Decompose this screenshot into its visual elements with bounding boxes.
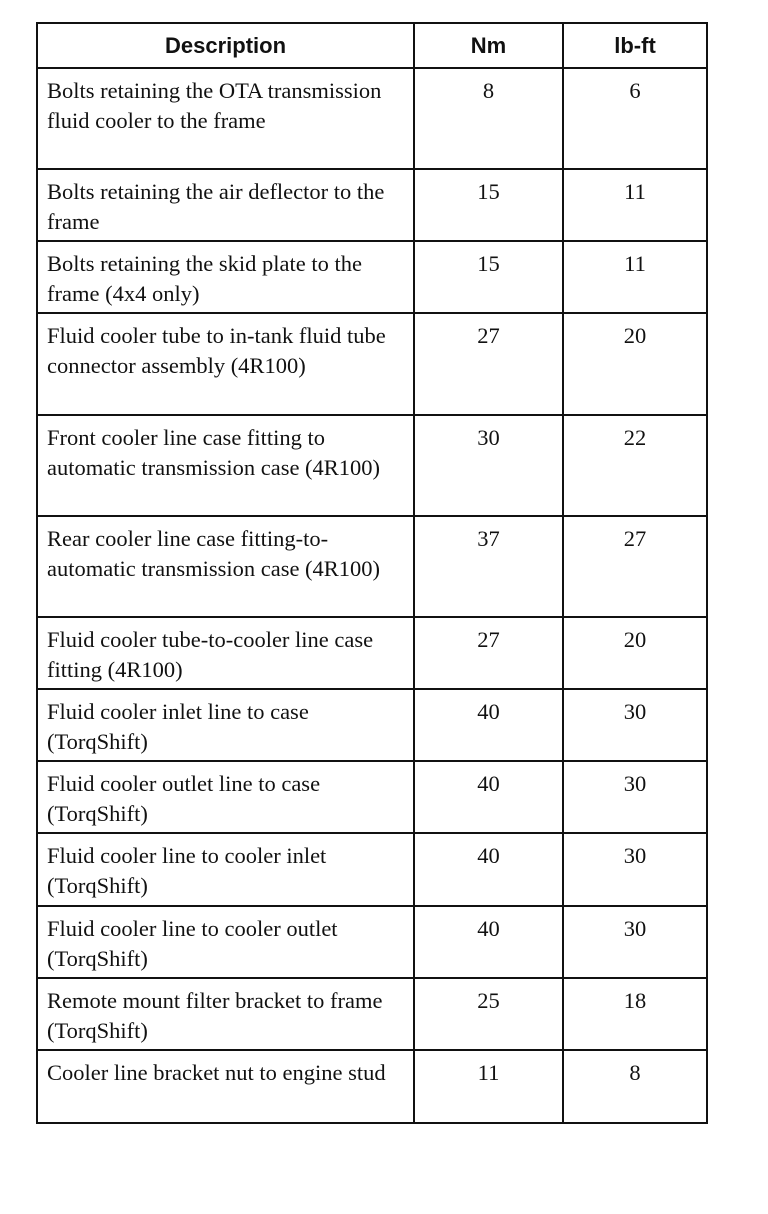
nm-cell: 30 — [414, 415, 563, 516]
table-row — [37, 241, 707, 313]
description-cell: Fluid cooler outlet line to case (TorqShift) — [37, 761, 414, 833]
nm-cell: 40 — [414, 761, 563, 833]
torque-specification-table — [36, 22, 708, 1124]
lbft-cell: 30 — [563, 906, 707, 978]
header-row — [37, 23, 707, 68]
description-cell: Bolts retaining the OTA transmission fluid cooler to the frame — [37, 68, 414, 169]
description-cell: Rear cooler line case fitting-to-automatic transmission case (4R100) — [37, 516, 414, 617]
header-nm: Nm — [414, 23, 563, 68]
table-row — [37, 68, 707, 169]
lbft-cell: 27 — [563, 516, 707, 617]
nm-cell: 40 — [414, 906, 563, 978]
description-cell: Fluid cooler inlet line to case (TorqShift) — [37, 689, 414, 761]
description-cell: Fluid cooler tube to in-tank fluid tube connector assembly (4R100) — [37, 313, 414, 415]
nm-cell: 11 — [414, 1050, 563, 1123]
table-row — [37, 689, 707, 761]
table-row — [37, 978, 707, 1050]
lbft-cell: 20 — [563, 617, 707, 689]
lbft-cell: 22 — [563, 415, 707, 516]
lbft-cell: 30 — [563, 689, 707, 761]
table-row — [37, 906, 707, 978]
table-row — [37, 1050, 707, 1123]
description-cell: Bolts retaining the air deflector to the frame — [37, 169, 414, 241]
header-description: Description — [37, 23, 414, 68]
table-row — [37, 833, 707, 906]
description-cell: Fluid cooler line to cooler inlet (TorqShift) — [37, 833, 414, 906]
nm-cell: 40 — [414, 689, 563, 761]
nm-cell: 8 — [414, 68, 563, 169]
table-row — [37, 516, 707, 617]
description-cell: Fluid cooler tube-to-cooler line case fitting (4R100) — [37, 617, 414, 689]
lbft-cell: 20 — [563, 313, 707, 415]
table-row — [37, 313, 707, 415]
lbft-cell: 18 — [563, 978, 707, 1050]
nm-cell: 25 — [414, 978, 563, 1050]
table-row — [37, 169, 707, 241]
nm-cell: 15 — [414, 169, 563, 241]
lbft-cell: 8 — [563, 1050, 707, 1123]
nm-cell: 40 — [414, 833, 563, 906]
lbft-cell: 6 — [563, 68, 707, 169]
description-cell: Bolts retaining the skid plate to the frame (4x4 only) — [37, 241, 414, 313]
lbft-cell: 11 — [563, 241, 707, 313]
description-cell: Fluid cooler line to cooler outlet (TorqShift) — [37, 906, 414, 978]
lbft-cell: 11 — [563, 169, 707, 241]
table-row — [37, 617, 707, 689]
lbft-cell: 30 — [563, 761, 707, 833]
description-cell: Cooler line bracket nut to engine stud — [37, 1050, 414, 1123]
lbft-cell: 30 — [563, 833, 707, 906]
table-row — [37, 415, 707, 516]
description-cell: Remote mount filter bracket to frame (TorqShift) — [37, 978, 414, 1050]
description-cell: Front cooler line case fitting to automatic transmission case (4R100) — [37, 415, 414, 516]
nm-cell: 27 — [414, 617, 563, 689]
nm-cell: 37 — [414, 516, 563, 617]
nm-cell: 15 — [414, 241, 563, 313]
table-row — [37, 761, 707, 833]
header-lbft: lb-ft — [563, 23, 707, 68]
nm-cell: 27 — [414, 313, 563, 415]
